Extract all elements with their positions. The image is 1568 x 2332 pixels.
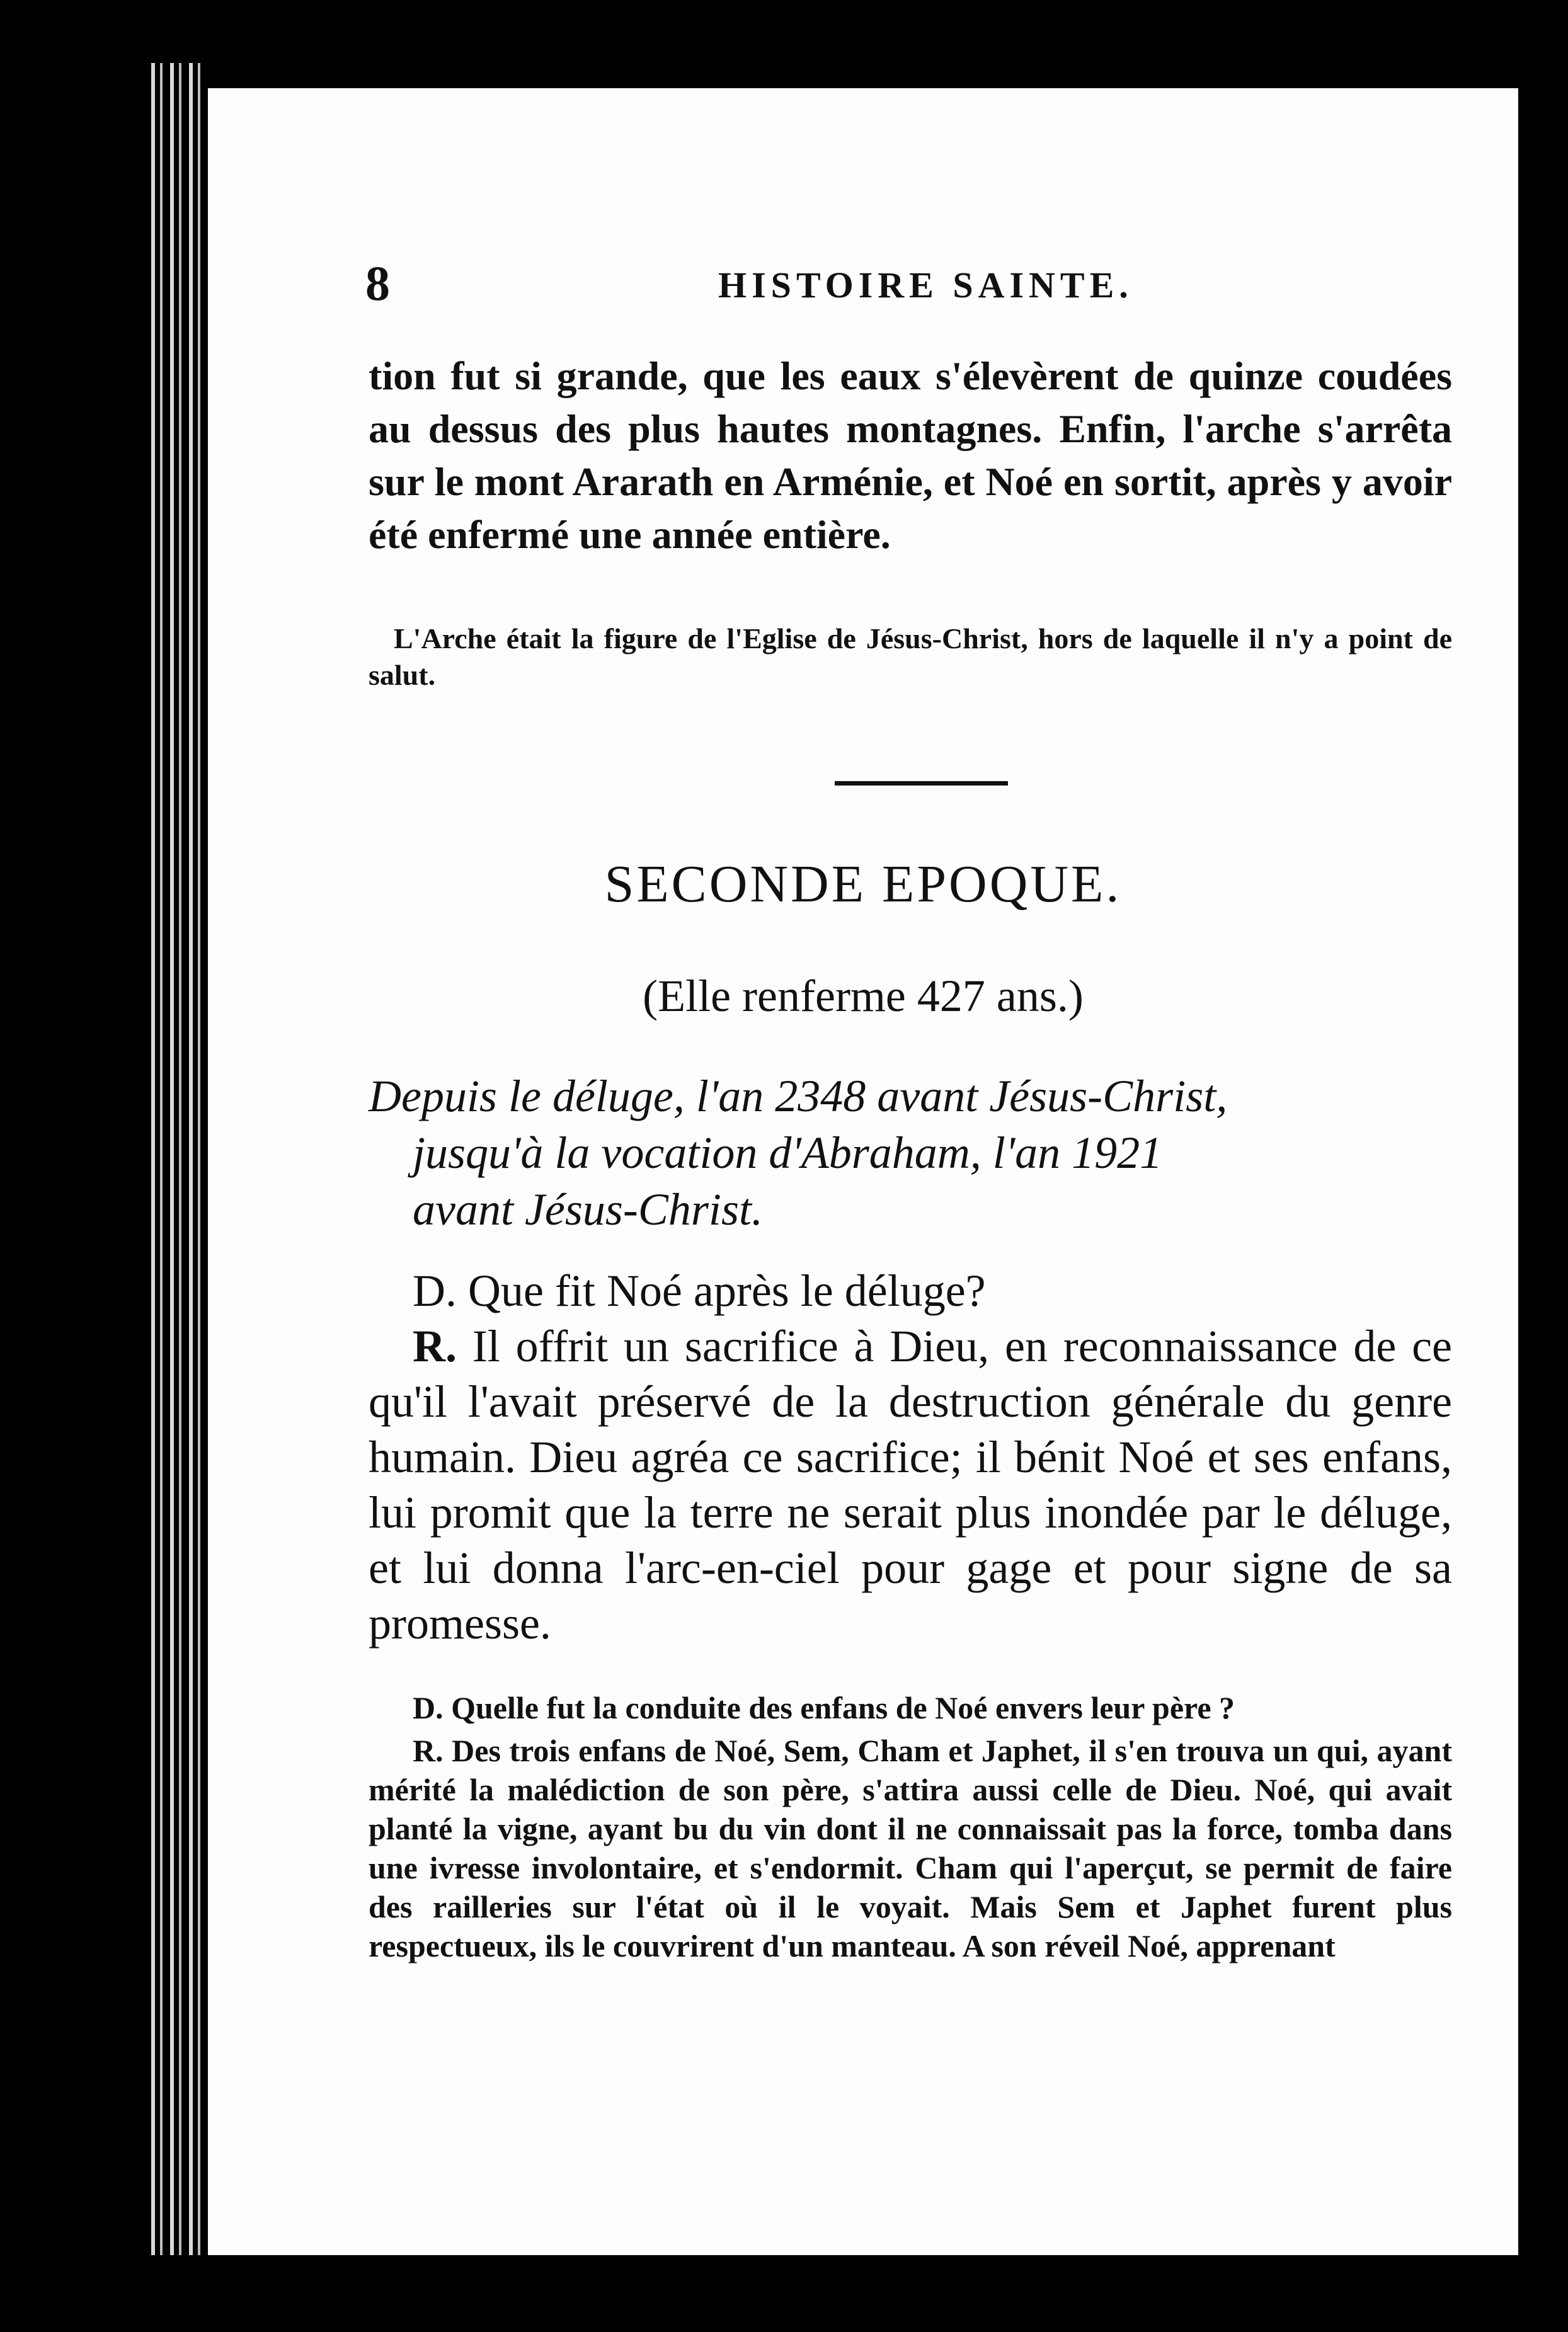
period-description: [369, 1068, 1452, 1238]
question-label: D.: [413, 1690, 444, 1725]
question-text: Quelle fut la conduite des enfans de Noé envers leur père ?: [451, 1690, 1235, 1725]
question-1: [369, 1263, 1452, 1318]
section-divider: [835, 781, 1008, 786]
continuation-paragraph: tion fut si grande, que les eaux s'élevèrent de quinze coudées au dessus des plus hautes montagnes. Enfin, l'arche s'arrêta sur le mont Ararath en Arménie, et Noé en sortit, après y avoir été enfermé une année entière.: [369, 353, 1452, 557]
question-text: Que fit Noé après le déluge?: [468, 1266, 986, 1316]
question-answer-1: [369, 1263, 1452, 1651]
period-line-2: jusqu'à la vocation d'Abraham, l'an 1921: [413, 1128, 1163, 1178]
page-header: [365, 255, 1361, 311]
book-page: [208, 88, 1518, 2255]
answer-text: Des trois enfans de Noé, Sem, Cham et Japhet, il s'en trouva un qui, ayant mérité la malédiction de son père, s'attira aussi celle de Dieu. Noé, qui avait planté la vigne, ayant bu du vin dont il ne connaissait pas la force, tomba dans une ivresse involontaire, et s'endormit. Cham qui l'aperçut, se permit de faire des railleries sur l'état où il le voyait. Mais Sem et Japhet furent plus respectueux, ils le couvrirent d'un manteau. A son réveil Noé, apprenant: [369, 1733, 1452, 1963]
answer-label: R.: [413, 1733, 444, 1768]
section-subtitle: (Elle renferme 427 ans.): [643, 971, 1084, 1021]
answer-label: R.: [413, 1321, 457, 1371]
question-answer-2: [369, 1688, 1452, 1965]
book-binding-edge: [151, 63, 208, 2255]
arche-note: L'Arche était la figure de l'Eglise de Jésus-Christ, hors de laquelle il n'y a point de salut.: [369, 622, 1452, 691]
page-number: 8: [365, 256, 390, 311]
question-label: D.: [413, 1266, 457, 1316]
answer-text: Il offrit un sacrifice à Dieu, en reconnaissance de ce qu'il l'avait préservé de la destruction générale du genre humain. Dieu agréa ce sacrifice; il bénit Noé et ses enfans, lui promit que la terre ne serait plus inondée par le déluge, et lui donna l'arc-en-ciel pour gage et pour signe de sa promesse.: [369, 1321, 1452, 1649]
section-title: SECONDE EPOQUE.: [604, 855, 1122, 913]
running-title: HISTOIRE SAINTE.: [718, 265, 1133, 306]
period-line-1: Depuis le déluge, l'an 2348 avant Jésus-Christ,: [369, 1071, 1228, 1121]
answer-2: [369, 1731, 1452, 1965]
answer-1: [369, 1318, 1452, 1651]
period-line-3: avant Jésus-Christ.: [413, 1184, 763, 1235]
question-2: [369, 1688, 1452, 1727]
